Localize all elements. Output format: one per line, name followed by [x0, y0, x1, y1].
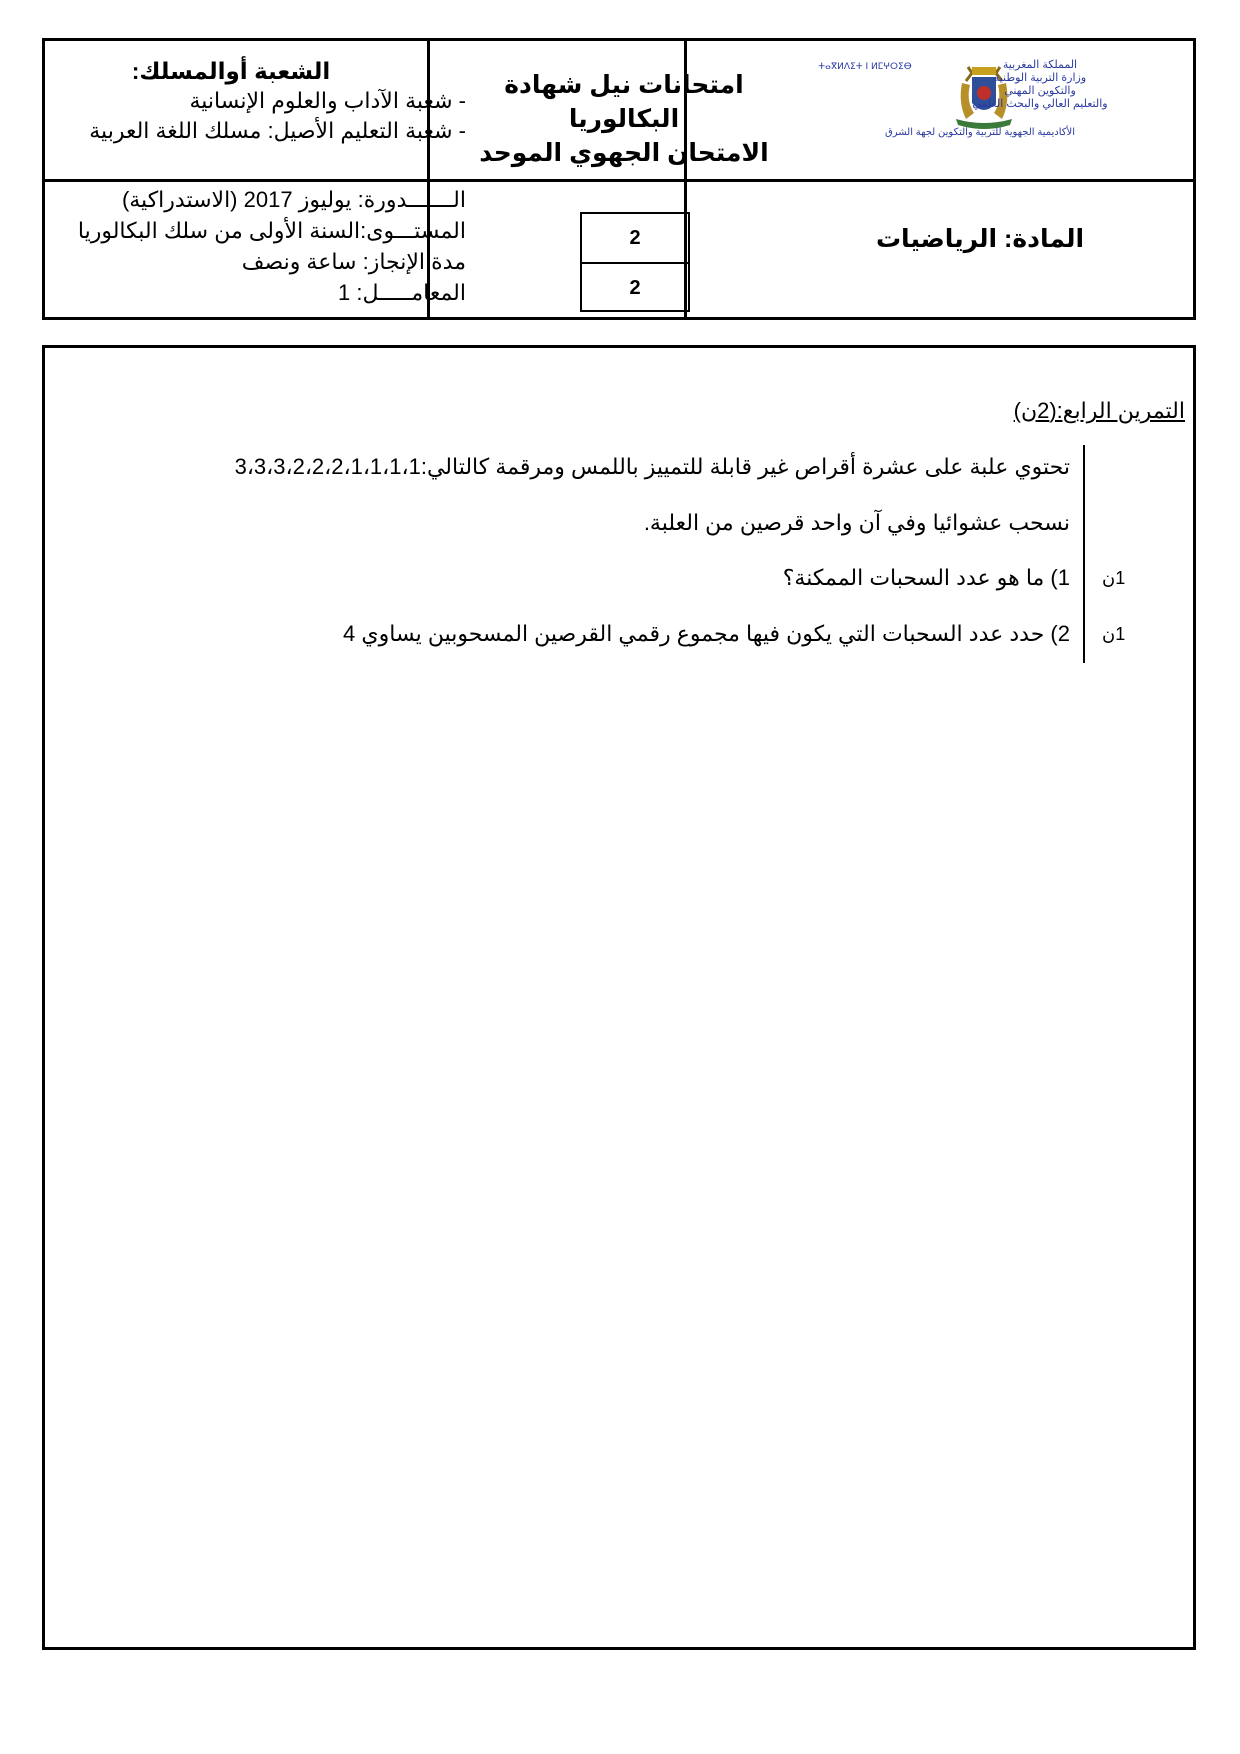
subject-title: المادة: الرياضيات — [875, 225, 1085, 253]
exam-title-line-3: الامتحان الجهوي الموحد — [479, 139, 769, 167]
branch-block — [56, 56, 466, 146]
exercise-intro-line-2: نسحب عشوائيا وفي آن واحد قرصين من العلبة. — [643, 510, 1070, 535]
academy-name: الأكاديمية الجهوية للتربية والتكوين لجهة الشرق — [884, 127, 1076, 138]
exam-meta — [56, 184, 466, 308]
duration-info: مدة الإنجاز: ساعة ونصف — [241, 249, 466, 274]
exercise-intro-line-1: تحتوي علبة على عشرة أقراص غير قابلة للتمييز باللمس ومرقمة كالتالي:3،3،3،2،2،2،1،1،1،1 — [234, 454, 1070, 479]
ministry-line-3: والتكوين المهني — [1004, 85, 1076, 97]
question-2-points: 1ن — [1102, 624, 1126, 644]
question-2: 2) حدد عدد السحبات التي يكون فيها مجموع رقمي القرصين المسحوبين يساوي 4 — [343, 621, 1070, 646]
branch-title: الشعبة أوالمسلك: — [131, 58, 331, 84]
page-current: 2 — [629, 226, 641, 249]
ministry-arabic-text — [960, 59, 1120, 111]
exercise-frame — [42, 345, 1196, 1650]
level-info: المستـــوى:السنة الأولى من سلك البكالوريا — [77, 218, 466, 243]
tifinagh-text — [780, 61, 950, 74]
margin-rule — [1083, 445, 1085, 663]
ministry-line-1: المملكة المغربية — [1002, 59, 1078, 71]
page-number-box — [580, 212, 690, 312]
exam-title-line-1: امتحانات نيل شهادة — [504, 71, 744, 99]
question-1: 1) ما هو عدد السحبات الممكنة؟ — [782, 565, 1070, 590]
exercise-title: التمرين الرابع:(2ن) — [1013, 398, 1185, 423]
branch-line-2: - شعبة التعليم الأصيل: مسلك اللغة العربية — [89, 118, 466, 143]
exam-title-line-2: البكالوريا — [568, 105, 680, 133]
exam-title — [474, 68, 774, 170]
ministry-logo-block — [780, 55, 1160, 180]
session-info: الـــــــدورة: يوليوز 2017 (الاستدراكية) — [121, 187, 466, 212]
page-total: 2 — [629, 276, 641, 299]
branch-line-1: - شعبة الآداب والعلوم الإنسانية — [189, 88, 466, 113]
ministry-line-4: والتعليم العالي والبحث العلمي — [972, 98, 1108, 110]
tifinagh-line-1: ⵜⴰⴳⵍⴷⵉⵜ ⵏ ⵍⵎⵖⵔⵉⴱ — [818, 62, 912, 72]
ministry-line-2: وزارة التربية الوطنية — [993, 72, 1087, 84]
question-1-points: 1ن — [1102, 568, 1126, 588]
coefficient-info: المعامـــــل: 1 — [338, 280, 466, 305]
